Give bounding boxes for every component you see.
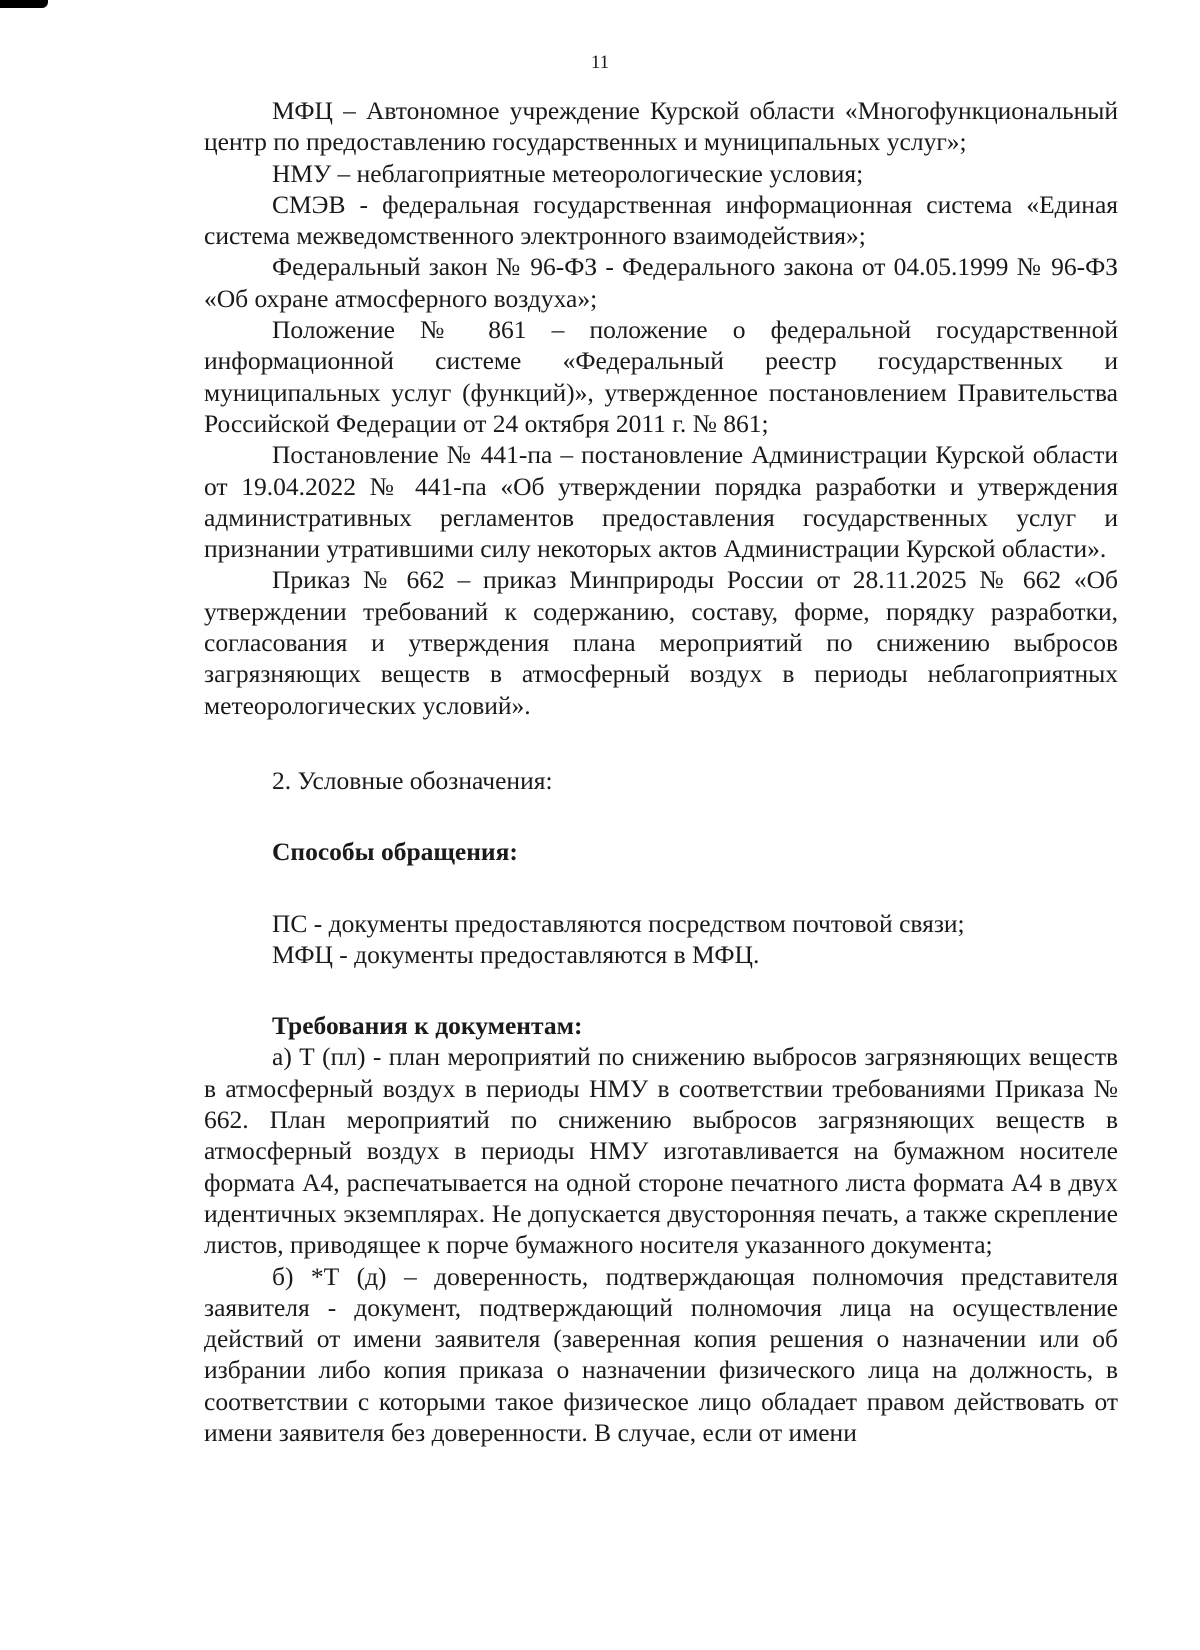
document-body <box>204 95 1118 1448</box>
scan-corner-mark <box>0 0 48 8</box>
definition-nmu: НМУ – неблагоприятные метеорологические условия; <box>272 158 864 188</box>
methods-list <box>204 908 1118 971</box>
definition-regulation-861: Положение № 861 – положение о федеральной государственной информационной системе «Федеральный реестр государственных и муниципальных услуг (функций)», утвержденное постановлением Правительства Российской Федерации от 24 октября 2011 г. № 861; <box>204 315 1118 438</box>
methods-heading: Способы обращения: <box>272 837 518 867</box>
definition-mfc: МФЦ – Автономное учреждение Курской области «Многофункциональный центр по предоставлению государственных и муниципальных услуг»; <box>204 96 1118 157</box>
definition-smev: СМЭВ - федеральная государственная информационная система «Единая система межведомственного электронного взаимодействия»; <box>204 189 1118 251</box>
requirements-heading: Требования к документам: <box>272 1011 583 1041</box>
method-postal: ПС - документы предоставляются посредством почтовой связи; <box>272 908 965 938</box>
requirement-a: а) Т (пл) - план мероприятий по снижению выбросов загрязняющих веществ в атмосферный воздух в периоды НМУ в соответствии требованиями Приказа № 662. План мероприятий по снижению выбросов загрязняющих веществ в атмосферный воздух в периоды НМУ изготавливается на бумажном носителе формата А4, распечатывается на одной стороне печатного листа формата А4 в двух идентичных экземплярах. Не допускается двусторонняя печать, а также скрепление листов, приводящее к порче бумажного носителя указанного документа; <box>204 1042 1118 1260</box>
definition-federal-law: Федеральный закон № 96-ФЗ - Федерального закона от 04.05.1999 № 96-ФЗ «Об охране атмосферного воздуха»; <box>204 252 1118 313</box>
definition-resolution-441: Постановление № 441-па – постановление Администрации Курской области от 19.04.2022 № 441-па «Об утверждении порядка разработки и утверждения административных регламентов предоставления государственных услуг и признании утратившими силу некоторых актов Администрации Курской области». <box>204 440 1118 564</box>
section-title: 2. Условные обозначения: <box>272 765 553 795</box>
requirement-b: б) *Т (д) – доверенность, подтверждающая полномочия представителя заявителя - документ, подтверждающий полномочия лица на осуществление действий от имени заявителя (заверенная копия решения о назначении или об избрании либо копия приказа о назначении физического лица на должность, в соответствии с которыми такое физическое лицо обладает правом действовать от имени заявителя без доверенности. В случае, если от имени <box>204 1261 1118 1447</box>
definition-order-662: Приказ № 662 – приказ Минприроды России от 28.11.2025 № 662 «Об утверждении требований к содержанию, составу, форме, порядку разработки, согласования и утверждения плана мероприятий по снижению выбросов загрязняющих веществ в атмосферный воздух в периоды неблагоприятных метеорологических условий». <box>204 565 1118 720</box>
method-mfc: МФЦ - документы предоставляются в МФЦ. <box>272 939 760 969</box>
page-number: 11 <box>590 52 610 73</box>
